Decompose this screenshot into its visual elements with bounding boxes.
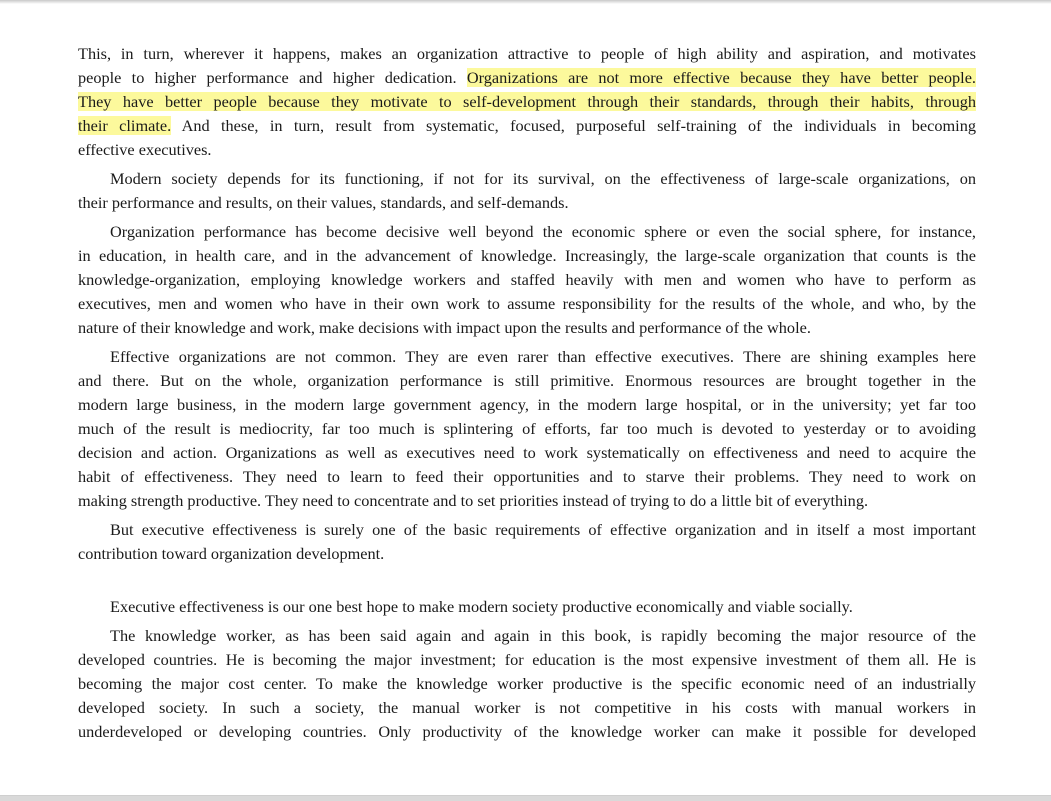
text-line: [78, 316, 976, 340]
text-line: [78, 167, 976, 191]
text-segment: Executive effectiveness is our one best hope to make modern society productive economically and viable socially.: [110, 597, 853, 616]
text-segment: underdeveloped or developing countries. Only productivity of the knowledge worker can make it possible for developed: [78, 722, 976, 741]
text-segment: and there. But on the whole, organization performance is still primitive. Enormous resources are brought together in the: [78, 371, 976, 390]
text-line: [78, 696, 976, 720]
text-segment: effective executives.: [78, 140, 212, 159]
text-line: [78, 489, 976, 513]
document-page: [78, 42, 976, 749]
paragraph: [78, 345, 976, 513]
text-segment: making strength productive. They need to concentrate and to set priorities instead of trying to do a little bit of everything.: [78, 491, 869, 510]
text-segment: people to higher performance and higher dedication.: [78, 68, 467, 87]
highlighted-text[interactable]: They have better people because they motivate to self-development through their standards, through their habits, through: [78, 92, 976, 111]
text-line: [78, 393, 976, 417]
text-segment: developed society. In such a society, the manual worker is not competitive in his costs with manual workers in: [78, 698, 976, 717]
paragraph: [78, 624, 976, 744]
text-line: [78, 138, 976, 162]
text-line: [78, 191, 976, 215]
text-segment: Organization performance has become decisive well beyond the economic sphere or even the social sphere, for instance,: [110, 222, 976, 241]
text-line: [78, 114, 976, 138]
text-segment: But executive effectiveness is surely one of the basic requirements of effective organization and in itself a most important: [110, 520, 976, 539]
text-segment: their performance and results, on their values, standards, and self-demands.: [78, 193, 569, 212]
text-segment: Modern society depends for its functioning, if not for its survival, on the effectiveness of large-scale organizations, on: [110, 169, 976, 188]
text-segment: in education, in health care, and in the advancement of knowledge. Increasingly, the large-scale organization that counts is the: [78, 246, 976, 265]
text-segment: nature of their knowledge and work, make decisions with impact upon the results and performance of the whole.: [78, 318, 811, 337]
text-line: [78, 369, 976, 393]
text-line: [78, 417, 976, 441]
text-segment: executives, men and women who have in their own work to assume responsibility for the results of the whole, and who, by the: [78, 294, 976, 313]
window-top-edge: [0, 0, 1051, 4]
paragraph: [78, 220, 976, 340]
text-segment: much of the result is mediocrity, far too much is splintering of efforts, far too much is devoted to yesterday or to avoiding: [78, 419, 976, 438]
text-line: [78, 595, 976, 619]
text-line: [78, 244, 976, 268]
page-bottom-edge: [0, 795, 1051, 801]
paragraph: [78, 42, 976, 162]
text-segment: developed countries. He is becoming the major investment; for education is the most expensive investment of them all. He is: [78, 650, 976, 669]
text-line: [78, 648, 976, 672]
text-line: [78, 66, 976, 90]
text-segment: contribution toward organization development.: [78, 544, 385, 563]
text-line: [78, 441, 976, 465]
text-segment: knowledge-organization, employing knowledge workers and staffed heavily with men and women who have to perform as: [78, 270, 976, 289]
text-line: [78, 220, 976, 244]
text-line: [78, 292, 976, 316]
highlighted-text[interactable]: Organizations are not more effective because they have better people.: [466, 68, 976, 87]
text-segment: Effective organizations are not common. They are even rarer than effective executives. There are shining examples here: [110, 347, 976, 366]
text-line: [78, 90, 976, 114]
paragraph: [78, 167, 976, 215]
text-segment: habit of effectiveness. They need to learn to feed their opportunities and to starve their problems. They need to work on: [78, 467, 976, 486]
text-segment: And these, in turn, result from systematic, focused, purposeful self-training of the individuals in becoming: [171, 116, 976, 135]
paragraph: [78, 518, 976, 566]
text-line: [78, 624, 976, 648]
text-segment: This, in turn, wherever it happens, makes an organization attractive to people of high ability and aspiration, and motivates: [78, 44, 976, 63]
highlighted-text[interactable]: their climate.: [78, 116, 172, 135]
text-line: [78, 542, 976, 566]
text-segment: becoming the major cost center. To make the knowledge worker productive is the specific economic need of an industrially: [78, 674, 976, 693]
text-line: [78, 268, 976, 292]
text-segment: decision and action. Organizations as well as executives need to work systematically on effectiveness and need to acquire the: [78, 443, 976, 462]
text-line: [78, 345, 976, 369]
text-line: [78, 518, 976, 542]
text-line: [78, 672, 976, 696]
text-segment: The knowledge worker, as has been said again and again in this book, is rapidly becoming the major resource of the: [110, 626, 976, 645]
text-segment: modern large business, in the modern large government agency, in the modern large hospital, or in the university; yet far too: [78, 395, 976, 414]
paragraph: [78, 595, 976, 619]
text-line: [78, 42, 976, 66]
text-line: [78, 720, 976, 744]
text-line: [78, 465, 976, 489]
